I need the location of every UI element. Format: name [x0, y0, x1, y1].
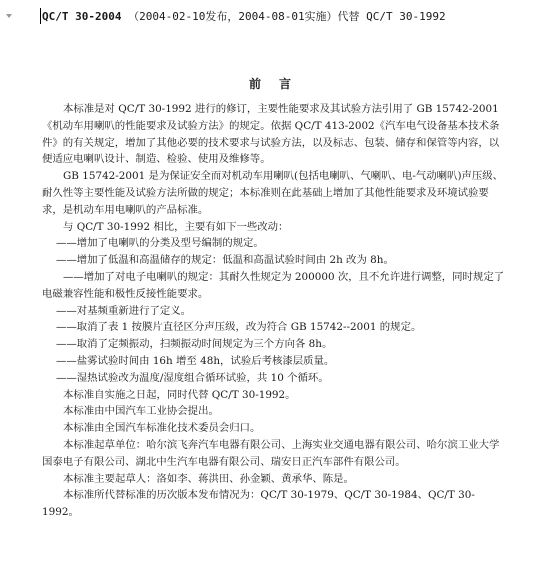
change-item: ——增加了低温和高温储存的规定：低温和高温试验时间由 2h 改为 8h。	[56, 254, 394, 267]
paragraph-intro: 本标准是对 QC/T 30-1992 进行的修订，主要性能要求及其试验方法引用了 GB 15742-2001	[63, 103, 499, 115]
change-item: ——盐雾试验时间由 16h 增至 48h，试验后考核漆层质量。	[56, 354, 335, 367]
change-item: ——取消了表 1 按膜片直径区分声压级，改为符合 GB 15742--2001 的规定。	[56, 321, 422, 334]
change-item: ——取消了定频振动，扫频振动时间规定为三个方向各 8h。	[56, 338, 333, 351]
page-title: 前言	[248, 77, 309, 91]
paragraph-committee: 本标准由全国汽车标准化技术委员会归口。	[63, 422, 261, 435]
change-item: ——湿热试验改为温度/湿度组合循环试验，共 10 个循环。	[56, 371, 329, 384]
standard-number: QC/T 30-2004	[42, 10, 122, 23]
paragraph-changes-intro: 与 QC/T 30-1992 相比，主要有如下一些改动：	[63, 220, 289, 233]
change-item: ——增加了电喇叭的分类及型号编制的规定。	[56, 237, 264, 250]
dropdown-caret-icon	[6, 14, 12, 18]
document-body	[42, 101, 508, 521]
paragraph-drafting-units: 本标准起草单位：哈尔滨飞奔汽车电器有限公司、上海实业交通电器有限公司、哈尔滨工业大学国泰电子有限公司、湖北中生汽车电器有限公司、瑞安日正汽车部件有限公司。	[42, 438, 500, 468]
change-item: ——对基频重新进行了定义。	[56, 304, 192, 317]
standard-dates: （2004-02-10发布，2004-08-01实施）代替 QC/T 30-1992	[128, 10, 446, 23]
document-header	[42, 9, 532, 24]
paragraph-gb: GB 15742-2001 是为保证安全而对机动车用喇叭(包括电喇叭、气喇叭、电-气动喇叭)声压级、耐久性等主要性能及试验方法所做的规定；本标准则在此基础上增加了其他性能要求及环境试验要求，是机动车用电喇叭的产品标准。	[42, 170, 504, 216]
paragraph-history: 本标准所代替标准的历次版本发布情况为：QC/T 30-1979、QC/T 30-1984、QC/T 30-1992。	[42, 489, 475, 519]
paragraph-drafters: 本标准主要起草人：洛如李、蒋洪田、孙金颖、黄承华、陈是。	[63, 472, 354, 485]
paragraph-basis: 《机动车用喇叭的性能要求及试验方法》的规定。依据 QC/T 413-2002《汽车电气设备基本技术条件》的有关规定，增加了其他必要的技术要求与试验方法，以及标志、包装、储存和保管等内容，以便适应电喇叭设计、制造、检验、使用及维修等。	[42, 119, 500, 166]
text-cursor	[40, 8, 41, 24]
change-item: ——增加了对电子电喇叭的规定：其耐久性规定为 200000 次，且不允许进行调整，同时规定了电磁兼容性能和极性反接性能要求。	[42, 270, 505, 300]
paragraph-replace: 本标准自实施之日起，同时代替 QC/T 30-1992。	[63, 388, 296, 401]
paragraph-proposer: 本标准由中国汽车工业协会提出。	[63, 405, 219, 418]
